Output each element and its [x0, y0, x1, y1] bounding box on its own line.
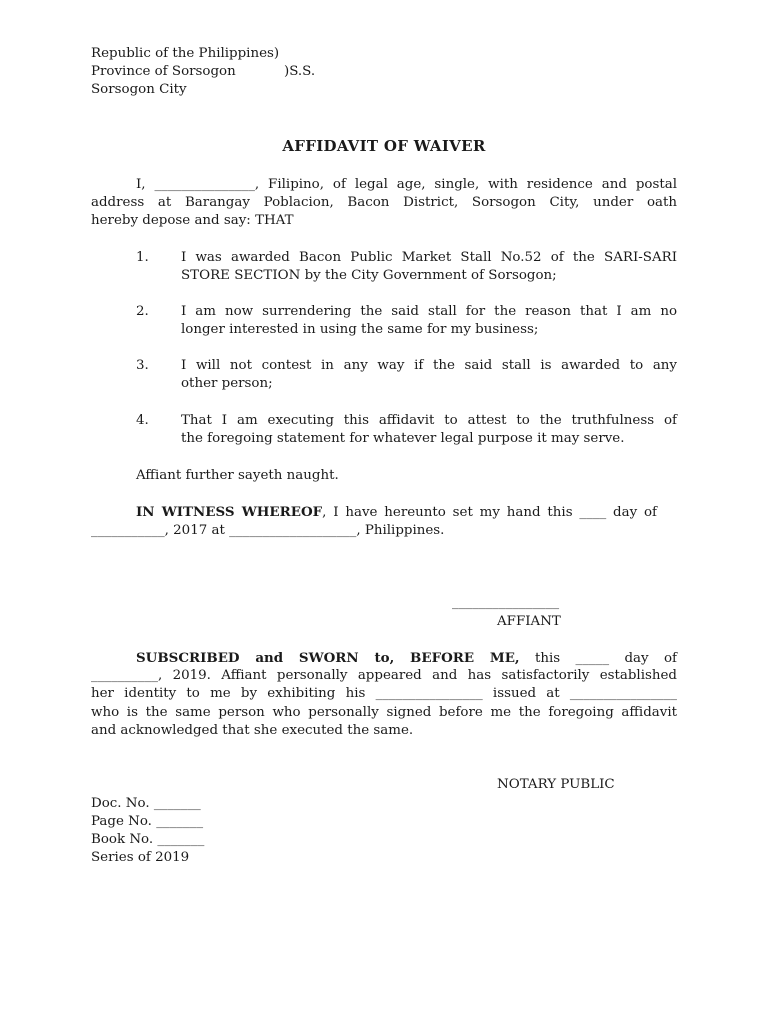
witness-line-1 [136, 503, 657, 522]
intro-line-2: address at Barangay Poblacion, Bacon District, Sorsogon City, under oath [91, 195, 677, 210]
book-no: Book No. _______ [91, 832, 205, 847]
item-4-number: 4. [136, 413, 149, 428]
header-city: Sorsogon City [91, 82, 187, 97]
intro-line-1: I, _______________, Filipino, of legal age, single, with residence and postal [136, 177, 677, 192]
subscribed-line-2: __________, 2019. Affiant personally appeared and has satisfactorily established [91, 668, 677, 683]
item-3-number: 3. [136, 358, 149, 373]
item-2-line-1: I am now surrendering the said stall for the reason that I am no [181, 304, 677, 319]
notary-public-label: NOTARY PUBLIC [497, 777, 615, 792]
subscribed-line-4: who is the same person who personally signed before me the foregoing affidavit [91, 705, 677, 720]
document-title: AFFIDAVIT OF WAIVER [282, 137, 486, 155]
doc-no: Doc. No. _______ [91, 796, 201, 811]
header-ss: )S.S. [284, 64, 316, 79]
witness-line-2: ___________, 2017 at ___________________, Philippines. [91, 523, 445, 538]
subscribed-line-1 [136, 649, 677, 668]
subscribed-line-5: and acknowledged that she executed the same. [91, 723, 414, 738]
item-1-line-1: I was awarded Bacon Public Market Stall No.52 of the SARI-SARI [181, 250, 677, 265]
witness-rest: , I have hereunto set my hand this ____ day of [322, 505, 657, 520]
header-province: Province of Sorsogon [91, 64, 236, 79]
intro-line-3: hereby depose and say: THAT [91, 213, 294, 228]
item-4-line-2: the foregoing statement for whatever legal purpose it may serve. [181, 431, 625, 446]
affiant-label: AFFIANT [497, 614, 561, 629]
item-1-line-2: STORE SECTION by the City Government of Sorsogon; [181, 268, 557, 283]
item-3-line-2: other person; [181, 376, 273, 391]
subscribed-bold: SUBSCRIBED and SWORN to, BEFORE ME, [136, 650, 520, 666]
item-3-line-1: I will not contest in any way if the said stall is awarded to any [181, 358, 677, 373]
witness-bold: IN WITNESS WHEREOF [136, 504, 323, 520]
subscribed-rest: this _____ day of [519, 651, 677, 666]
series: Series of 2019 [91, 850, 190, 865]
header-republic: Republic of the Philippines) [91, 46, 280, 61]
page-no: Page No. _______ [91, 814, 204, 829]
item-1-number: 1. [136, 250, 149, 265]
subscribed-line-3: her identity to me by exhibiting his ________________ issued at ________________ [91, 686, 677, 701]
item-2-line-2: longer interested in using the same for my business; [181, 322, 539, 337]
affiant-signature-line: ________________ [452, 595, 560, 610]
item-4-line-1: That I am executing this affidavit to attest to the truthfulness of [181, 413, 677, 428]
affiant-further: Affiant further sayeth naught. [136, 468, 339, 483]
item-2-number: 2. [136, 304, 149, 319]
